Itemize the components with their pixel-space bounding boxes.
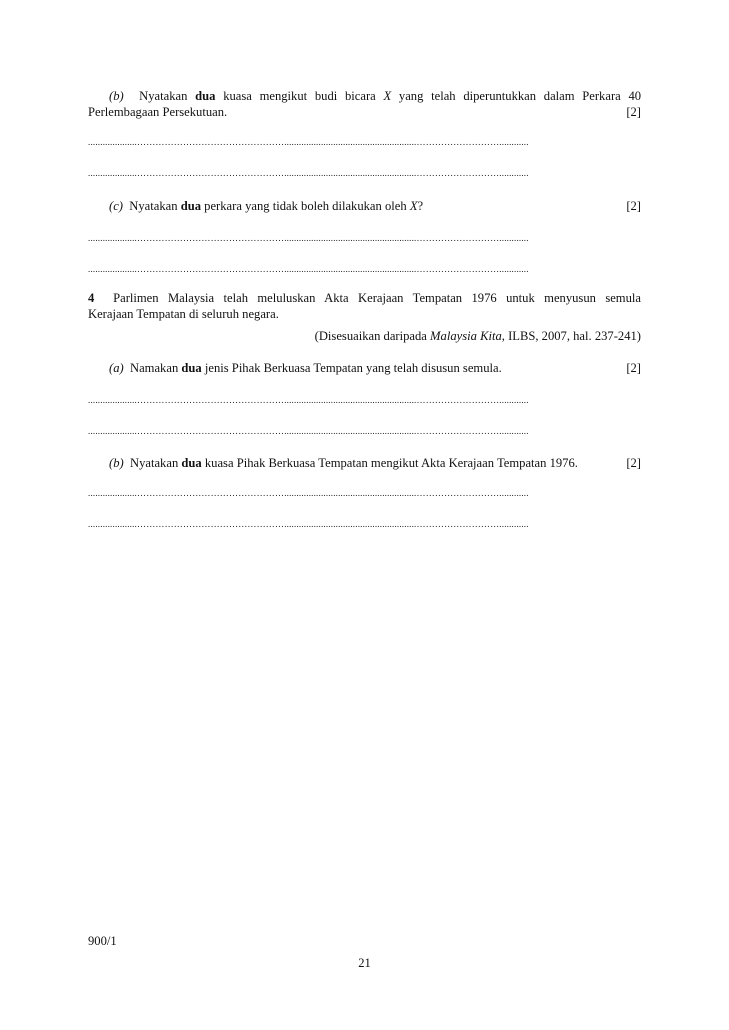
- answer-line: ....................…………………………………………......................................................………………………............: [88, 168, 529, 178]
- q3b-line2-text: Perlembagaan Persekutuan.: [88, 105, 228, 119]
- q3c-var: X: [409, 199, 418, 213]
- q3c-post: ?: [417, 199, 424, 213]
- q4-line-1: [88, 290, 641, 306]
- q3c-label: (c): [109, 199, 123, 213]
- q4b-post: kuasa Pihak Berkuasa Tempatan mengikut Akta Kerajaan Tempatan 1976.: [204, 456, 578, 470]
- exam-page: [88, 0, 641, 1030]
- q4b-label: (b): [109, 456, 124, 470]
- q4-number: 4: [88, 291, 95, 305]
- q3b-bold: dua: [195, 89, 216, 103]
- q3b-var: X: [383, 89, 392, 103]
- q4-line1-text: Parlimen Malaysia telah meluluskan Akta Kerajaan Tempatan 1976 untuk menyusun semula: [113, 291, 641, 305]
- q4a-bold: dua: [181, 361, 202, 375]
- q4a-line: [88, 360, 641, 376]
- q4-source-post: , ILBS, 2007, hal. 237-241): [501, 329, 641, 343]
- answer-line: ....................…………………………………………......................................................………………………............: [88, 395, 529, 405]
- answer-line: ....................…………………………………………......................................................………………………............: [88, 488, 529, 498]
- answer-line: ....................…………………………………………......................................................………………………............: [88, 426, 529, 436]
- answer-line: ....................…………………………………………......................................................………………………............: [88, 233, 529, 243]
- answer-line: ....................…………………………………………......................................................………………………............: [88, 519, 529, 529]
- q3c-bold: dua: [180, 199, 202, 213]
- q4a-label: (a): [109, 361, 124, 375]
- q3c-marks: [2]: [626, 199, 641, 213]
- q3c-pre: Nyatakan: [129, 199, 178, 213]
- q3b-label: (b): [109, 89, 124, 103]
- q3b-pre: Nyatakan: [139, 89, 188, 103]
- q3b-post: yang telah diperuntukkan dalam Perkara 40: [398, 89, 642, 103]
- q3b-marks: [2]: [626, 105, 641, 119]
- q3b-mid: kuasa mengikut budi bicara: [223, 89, 376, 103]
- answer-line: ....................…………………………………………......................................................………………………............: [88, 137, 529, 147]
- q4b-bold: dua: [181, 456, 202, 470]
- q4a-pre: Namakan: [129, 361, 179, 375]
- q4b-marks: [2]: [626, 456, 641, 470]
- answer-line: ....................…………………………………………......................................................………………………............: [88, 264, 529, 274]
- q3c-line: [88, 198, 641, 214]
- q4-source: [88, 328, 641, 344]
- q4a-marks: [2]: [626, 361, 641, 375]
- q4-source-pre: (Disesuaikan daripada: [314, 329, 427, 343]
- page-number: 21: [358, 956, 371, 970]
- q4-line-2: Kerajaan Tempatan di seluruh negara.: [88, 307, 279, 321]
- paper-code: 900/1: [88, 934, 117, 948]
- q4-source-title: Malaysia Kita: [430, 329, 502, 343]
- q4b-line: [88, 455, 641, 471]
- q3b-line-2: [88, 104, 641, 120]
- q3b-line-1: [88, 88, 641, 104]
- q4a-post: jenis Pihak Berkuasa Tempatan yang telah disusun semula.: [204, 361, 502, 375]
- q3c-mid: perkara yang tidak boleh dilakukan oleh: [204, 199, 407, 213]
- q4b-pre: Nyatakan: [129, 456, 179, 470]
